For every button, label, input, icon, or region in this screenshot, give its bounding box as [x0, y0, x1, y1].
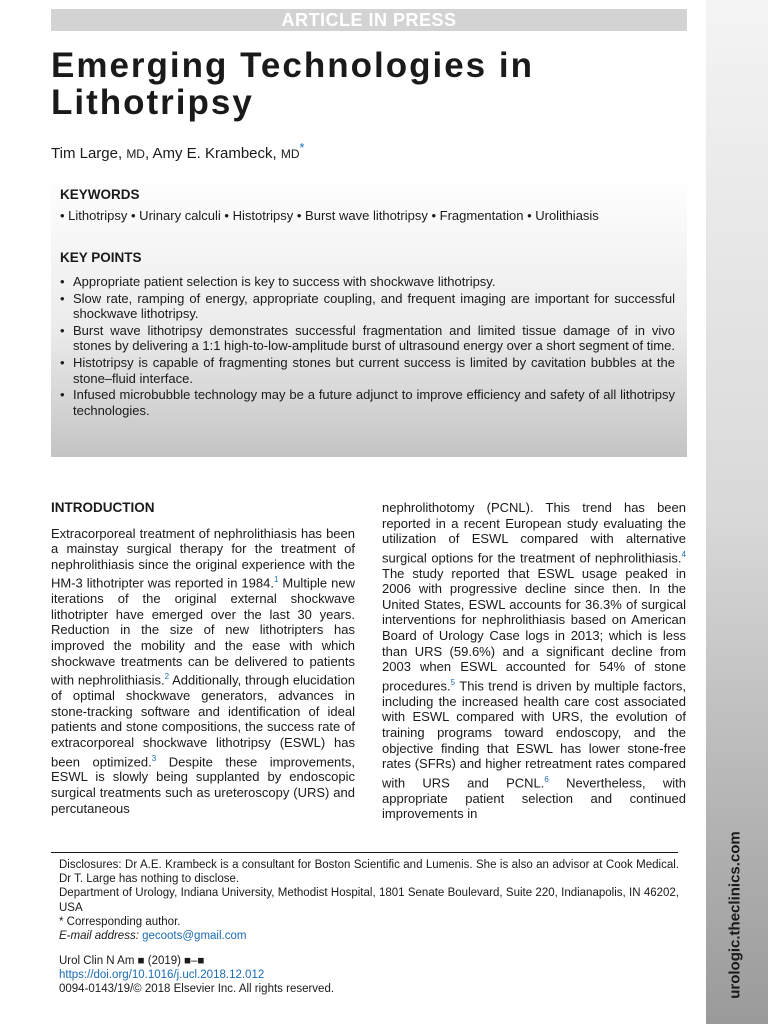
- key-point-item: • Slow rate, ramping of energy, appropriate coupling, and frequent imaging are important for successful shockwave lithotripsy.: [60, 291, 675, 322]
- intro-text: This trend is driven by multiple factors, including the increased health care cost associated with ESWL compared with URS, the evolution of training programs toward endoscopy, and the objective finding that ESWL has lower stone-free rates (SFRs) and higher retreatment rates compared with URS and PCNL.: [382, 678, 686, 791]
- intro-text: Additionally, through elucidation of optimal shockwave generators, advances in stone-tracking software and identification of ideal patients and stone compositions, the success rate of extracorporeal shockwave lithotripsy (ESWL) has been optimized.: [51, 672, 355, 769]
- author-1-degree: MD: [126, 147, 145, 161]
- reference-link[interactable]: 3: [151, 753, 157, 763]
- intro-text: The study reported that ESWL usage peaked in 2006 with progressive decline since then. In the United States, ESWL accounts for 36.3% of surgical interventions for nephrolithiasis based on American Board of Urology Case logs in 2013; which is less than URS (59.6%) and a significant decline from 2003 when ESWL accounted for 54% of stone procedures.: [382, 565, 686, 694]
- doi-link[interactable]: https://doi.org/10.1016/j.ucl.2018.12.012: [59, 969, 265, 982]
- reference-link[interactable]: 6: [544, 774, 549, 784]
- body-column-left: [51, 500, 355, 816]
- keywords-keypoints-box: [51, 173, 687, 457]
- footnote-divider: [51, 852, 678, 853]
- journal-url[interactable]: urologic.theclinics.com: [726, 831, 744, 999]
- reference-link[interactable]: 2: [164, 672, 170, 682]
- copyright-line: 0094-0143/19/© 2018 Elsevier Inc. All rights reserved.: [59, 983, 335, 996]
- footnotes: [59, 858, 679, 943]
- author-2-degree: MD: [280, 147, 300, 161]
- corresponding-author-note: * Corresponding author.: [59, 915, 181, 928]
- introduction-paragraph-continued: [382, 500, 686, 822]
- reference-link[interactable]: 4: [681, 549, 686, 559]
- intro-text: nephrolithotomy (PCNL). This trend has been reported in a recent European study evaluating the utilization of ESWL compared with alternative surgical options for the treatment of nephrolithiasis.: [382, 500, 686, 566]
- email-link[interactable]: gecoots@gmail.com: [142, 930, 247, 943]
- reference-link[interactable]: 5: [450, 677, 456, 687]
- intro-text: Extracorporeal treatment of nephrolithiasis has been a mainstay surgical therapy for the treatment of nephrolithiasis since the original experience with the HM-3 lithotripter was reported in 1984.: [51, 525, 355, 591]
- key-point-item: • Appropriate patient selection is key to success with shockwave lithotripsy.: [60, 274, 675, 290]
- journal-citation: Urol Clin N Am ■ (2019) ■–■: [59, 955, 205, 967]
- affiliation-note: Department of Urology, Indiana University, Methodist Hospital, 1801 Senate Boulevard, Suite 220, Indianapolis, IN 46202, USA: [59, 887, 679, 914]
- key-points-heading: KEY POINTS: [60, 250, 142, 265]
- title-line-1: Emerging Technologies in: [51, 46, 534, 85]
- email-label: E-mail address:: [59, 930, 139, 943]
- author-separator: ,: [144, 145, 153, 162]
- body-column-right: [382, 500, 686, 822]
- intro-text: Nevertheless, with appropriate patient selection and continued improvements in: [382, 775, 686, 822]
- intro-text: Despite these improvements, ESWL is slowly being supplanted by endoscopic surgical treatments such as ureteroscopy (URS) and percutaneous: [51, 753, 355, 816]
- article-in-press-banner: ARTICLE IN PRESS: [51, 9, 687, 31]
- key-point-item: • Histotripsy is capable of fragmenting stones but current success is limited by cavitation bubbles at the stone–fluid interface.: [60, 355, 675, 386]
- introduction-heading: INTRODUCTION: [51, 500, 155, 515]
- disclosures-note: Disclosures: Dr A.E. Krambeck is a consultant for Boston Scientific and Lumenis. She is also an advisor at Cook Medical. Dr T. Large has nothing to disclose.: [59, 859, 679, 886]
- introduction-paragraph: [51, 526, 355, 817]
- key-point-item: • Burst wave lithotripsy demonstrates successful fragmentation and limited tissue damage of in vivo stones by delivering a 1:1 high-to-low-amplitude burst of ultrasound energy over a short segment of time.: [60, 323, 675, 354]
- key-point-item: • Infused microbubble technology may be a future adjunct to improve efficiency and safety of all lithotripsy technologies.: [60, 387, 675, 418]
- keywords-heading: KEYWORDS: [60, 187, 140, 202]
- email-line: [59, 929, 679, 943]
- article-title: [51, 47, 691, 121]
- reference-link[interactable]: 1: [273, 575, 279, 585]
- author-2-name: Amy E. Krambeck,: [152, 145, 281, 162]
- author-list: [51, 141, 304, 162]
- author-1-name: Tim Large,: [51, 145, 127, 162]
- title-line-2: Lithotripsy: [51, 83, 254, 122]
- keywords-list: • Lithotripsy • Urinary calculi • Histotripsy • Burst wave lithotripsy • Fragmentation • Urolithiasis: [60, 208, 599, 223]
- intro-text: Multiple new iterations of the original external shockwave lithotripter have emerged over the last 30 years. Reduction in the size of new lithotripters has improved the mobility and the ease with which shockwave treatments can be delivered to patients with nephrolithiasis.: [51, 575, 355, 688]
- key-points-list: [60, 274, 675, 419]
- journal-info: [59, 954, 334, 997]
- corresponding-author-mark[interactable]: *: [299, 141, 305, 155]
